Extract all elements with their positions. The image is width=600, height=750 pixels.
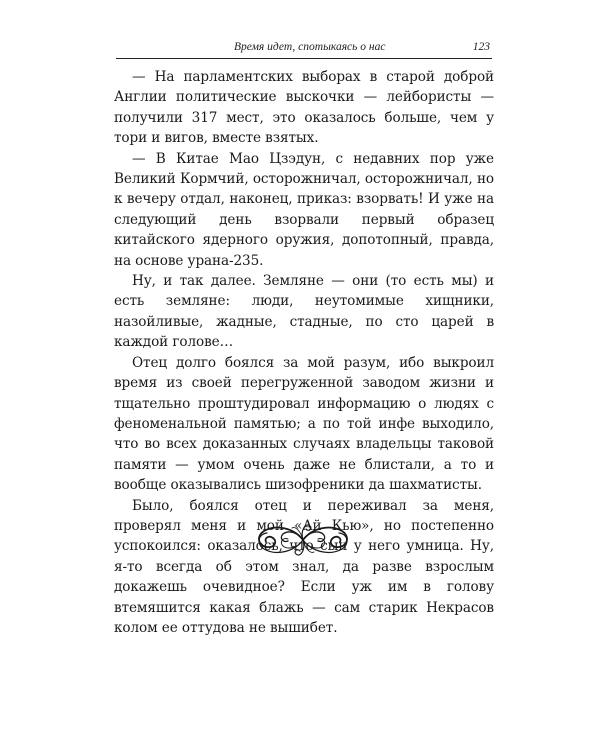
paragraph: Ну, и так далее. Земляне — они (то есть мы) и есть земляне: люди, неутомимые хищники, назойливые, жадные, стадные, по сто царей в каждой голове… [114,273,494,351]
paragraph: — На парламентских выборах в старой доброй Англии политические выскочки — лейбористы — получили 317 мест, это оказалось больше, чем у тори и вигов, вместе взятых. [114,69,494,147]
running-header [116,38,492,59]
paragraph: Отец долго боялся за мой разум, ибо выкроил время из своей перегруженной заводом жизни и тщательно проштудировал информацию о людях с феноменальной памятью; а по той инфе выходило, что во всех доказанных случаях владельцы таковой памяти — умом очень даже не блистали, а то и вообще оказывались шизофреники да шахматисты. [114,354,494,494]
running-title: Время идет, спотыкаясь о нас [234,41,386,53]
paragraph: Было, боялся отец и переживал за меня, проверял меня и мой «Ай Кью», но постепенно успокоился: оказалось, что сын у него умница. Ну, я-то всегда об этом знал, да разве взрослым докажешь очевидное? Если уж им в голову втемяшится какая блажь — сам старик Некрасов колом ее оттудова не вышибет. [114,497,494,636]
page-number: 123 [472,41,490,53]
flourish-ornament-icon [254,518,352,562]
paragraph: — В Китае Мао Цзэдун, с недавних пор уже Великий Кормчий, осторожничал, осторожничал, но к вечеру отдал, наконец, приказ: взорвать! И уже на следующий день взорвали первый образец китайского ядерного оружия, допотопный, правда, на основе урана-235. [114,150,494,269]
